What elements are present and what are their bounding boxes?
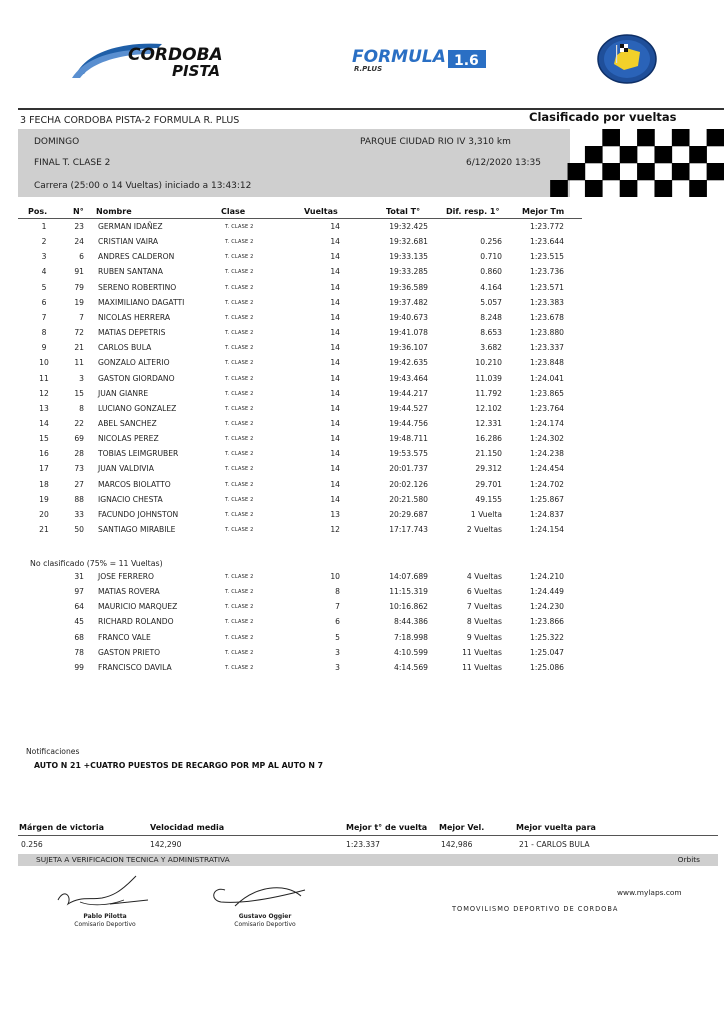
cell-no: 73 [74, 464, 84, 474]
cell-no: 33 [74, 509, 84, 519]
cell-diff: 0.256 [480, 237, 502, 247]
col-header-pos: Pos. [28, 207, 48, 216]
cell-best: 1:24.154 [530, 525, 564, 534]
cell-name: JUAN VALDIVIA [98, 464, 154, 474]
cell-no: 8 [79, 403, 84, 413]
cell-no: 19 [74, 297, 84, 307]
cell-name: GASTON PRIETO [98, 647, 161, 657]
cell-laps: 14 [330, 312, 340, 322]
cell-total: 4:14.569 [394, 662, 428, 672]
cell-name: NICOLAS HERRERA [98, 312, 171, 322]
cell-laps: 14 [330, 222, 340, 231]
cell-pos: 2 [41, 237, 47, 247]
cell-no: 72 [74, 328, 84, 338]
cell-name: GONZALO ALTERIO [98, 358, 170, 368]
cell-laps: 14 [330, 267, 340, 277]
cell-class: T. CLASE 2 [225, 451, 254, 458]
table-row [0, 449, 724, 464]
cell-diff: 16.286 [475, 434, 502, 444]
cell-laps: 14 [330, 252, 340, 262]
cell-laps: 14 [330, 328, 340, 338]
cell-class: T. CLASE 2 [225, 619, 254, 626]
cell-diff: 5.057 [480, 297, 502, 307]
table-row [0, 663, 724, 678]
table-row [0, 328, 724, 343]
cell-total: 19:32.425 [389, 222, 428, 231]
cell-total: 19:44.527 [389, 403, 428, 413]
cell-no: 15 [74, 388, 84, 398]
cell-laps: 14 [330, 343, 340, 353]
race-day: DOMINGO [34, 137, 80, 147]
table-row [0, 648, 724, 663]
cell-laps: 14 [330, 434, 340, 444]
cell-no: 91 [74, 267, 84, 277]
cell-total: 14:07.689 [389, 572, 428, 581]
cell-pos: 8 [41, 328, 47, 338]
cell-pos: 1 [41, 222, 47, 231]
cell-best: 1:23.383 [530, 297, 564, 307]
summary-header-best-lap-for: Mejor vuelta para [516, 823, 596, 832]
col-header-no: N° [73, 207, 84, 216]
cell-best: 1:23.644 [530, 237, 564, 247]
cell-best: 1:23.515 [530, 252, 564, 262]
cell-no: 22 [74, 418, 84, 428]
cell-name: RUBEN SANTANA [98, 267, 163, 277]
table-row [0, 298, 724, 313]
cell-class: T. CLASE 2 [225, 299, 254, 306]
table-row [0, 267, 724, 282]
cell-best: 1:25.047 [530, 647, 564, 657]
summary-header-best-lap-time: Mejor t° de vuelta [346, 823, 428, 832]
cell-name: ANDRES CALDERON [98, 252, 175, 262]
cell-diff: 4.164 [480, 282, 502, 292]
cell-class: T. CLASE 2 [225, 330, 254, 337]
cell-laps: 14 [330, 237, 340, 247]
cell-class: T. CLASE 2 [225, 314, 254, 321]
cell-pos: 17 [39, 464, 49, 474]
cell-best: 1:24.837 [530, 509, 564, 519]
cell-name: ABEL SANCHEZ [98, 418, 157, 428]
event-title: 3 FECHA CORDOBA PISTA-2 FORMULA R. PLUS [20, 115, 240, 126]
cell-best: 1:24.230 [530, 602, 564, 612]
cell-no: 11 [74, 358, 84, 368]
cell-best: 1:25.086 [530, 662, 564, 672]
cell-no: 45 [74, 617, 84, 627]
cell-total: 20:01.737 [389, 464, 428, 474]
report-title: Clasificado por vueltas [529, 110, 677, 124]
cell-best: 1:24.174 [530, 418, 564, 428]
cell-total: 19:43.464 [389, 373, 428, 383]
cell-diff: 21.150 [475, 449, 502, 459]
cell-pos: 12 [39, 388, 49, 398]
signature-1-role: Comisario Deportivo [74, 921, 136, 928]
table-row [0, 389, 724, 404]
table-row [0, 283, 724, 298]
cell-class: T. CLASE 2 [225, 405, 254, 412]
cell-best: 1:24.210 [530, 572, 564, 581]
table-row [0, 480, 724, 495]
cell-total: 17:17.743 [389, 525, 428, 534]
cell-laps: 14 [330, 388, 340, 398]
summary-header-best-speed: Mejor Vel. [439, 823, 485, 832]
table-row [0, 587, 724, 602]
cell-pos: 4 [41, 267, 47, 277]
formula-logo-sub: R.PLUS [354, 65, 383, 72]
cell-class: T. CLASE 2 [225, 634, 254, 641]
cell-class: T. CLASE 2 [225, 239, 254, 246]
table-row [0, 464, 724, 479]
cell-diff: 29.312 [475, 464, 502, 474]
cell-best: 1:23.736 [530, 267, 564, 277]
cell-no: 88 [74, 494, 84, 504]
organization-name: TOMOVILISMO DEPORTIVO DE CORDOBA [452, 905, 619, 913]
cell-laps: 14 [330, 373, 340, 383]
results-header-underline [18, 218, 582, 219]
cell-name: FRANCISCO DAVILA [98, 662, 172, 672]
cell-pos: 20 [39, 509, 49, 519]
cell-name: IGNACIO CHESTA [98, 494, 163, 504]
cell-laps: 14 [330, 297, 340, 307]
cell-laps: 14 [330, 282, 340, 292]
cell-no: 78 [74, 647, 84, 657]
cell-name: CARLOS BULA [98, 343, 152, 353]
cell-total: 19:40.673 [389, 312, 428, 322]
cell-pos: 10 [39, 358, 49, 368]
cell-best: 1:23.880 [530, 328, 564, 338]
cordoba-pista-logo [70, 38, 245, 80]
cell-no: 79 [74, 282, 84, 292]
cell-best: 1:24.302 [530, 434, 564, 444]
cell-class: T. CLASE 2 [225, 527, 254, 533]
cell-name: JUAN GIANRE [98, 388, 149, 398]
cell-class: T. CLASE 2 [225, 284, 254, 291]
cell-best: 1:23.337 [530, 343, 564, 353]
cell-best: 1:23.571 [530, 282, 564, 292]
cell-laps: 8 [335, 587, 340, 597]
table-row [0, 343, 724, 358]
cell-laps: 3 [335, 647, 340, 657]
cell-name: SERENO ROBERTINO [98, 282, 177, 292]
cell-name: GERMAN IDAÑEZ [98, 222, 163, 231]
cell-total: 20:02.126 [389, 479, 428, 489]
cell-class: T. CLASE 2 [225, 574, 254, 580]
cell-diff: 9 Vueltas [466, 632, 502, 642]
cell-pos: 14 [39, 418, 49, 428]
cell-best: 1:25.322 [530, 632, 564, 642]
cell-laps: 14 [330, 479, 340, 489]
formula-logo-badge: 1.6 [454, 53, 479, 69]
cell-total: 8:44.386 [394, 617, 428, 627]
col-header-laps: Vueltas [304, 207, 338, 216]
table-row [0, 510, 724, 525]
summary-header-margin: Márgen de victoria [19, 823, 104, 832]
summary-best-lap-time-value: 1:23.337 [346, 840, 380, 849]
col-header-best: Mejor Tm [522, 207, 565, 216]
cell-total: 19:32.681 [389, 237, 428, 247]
formula-rplus-logo [350, 44, 488, 72]
cell-laps: 14 [330, 403, 340, 413]
cell-no: 21 [74, 343, 84, 353]
col-header-diff: Dif. resp. 1° [446, 207, 500, 216]
cell-laps: 12 [330, 525, 340, 534]
table-row [0, 602, 724, 617]
table-row [0, 633, 724, 648]
cell-class: T. CLASE 2 [225, 649, 254, 656]
cell-pos: 18 [39, 479, 49, 489]
cell-diff: 4 Vueltas [466, 572, 502, 581]
cordoba-logo-line1: CORDOBA [128, 45, 223, 65]
cell-total: 19:48.711 [389, 434, 428, 444]
cell-name: LUCIANO GONZALEZ [98, 403, 177, 413]
notifications-text: AUTO N 21 +CUATRO PUESTOS DE RECARGO POR MP AL AUTO N 7 [34, 761, 324, 770]
cell-no: 23 [74, 222, 84, 231]
cell-class: T. CLASE 2 [225, 345, 254, 352]
table-row [0, 374, 724, 389]
cell-name: CRISTIAN VAIRA [98, 237, 159, 247]
cell-class: T. CLASE 2 [225, 420, 254, 427]
cell-class: T. CLASE 2 [225, 436, 254, 443]
cell-total: 7:18.998 [394, 632, 428, 642]
cell-pos: 11 [39, 373, 49, 383]
cell-no: 24 [74, 237, 84, 247]
cell-total: 4:10.599 [394, 647, 428, 657]
cell-laps: 7 [335, 602, 340, 612]
cell-laps: 6 [335, 617, 340, 627]
cell-pos: 19 [39, 494, 49, 504]
col-header-total: Total T° [386, 207, 421, 216]
cell-class: T. CLASE 2 [225, 224, 254, 230]
cell-no: 27 [74, 479, 84, 489]
cell-no: 7 [79, 312, 84, 322]
cell-no: 99 [74, 662, 84, 672]
cell-best: 1:23.678 [530, 312, 564, 322]
checkered-flag-icon [498, 129, 724, 197]
verification-bar [18, 854, 718, 866]
cell-total: 19:44.756 [389, 418, 428, 428]
col-header-name: Nombre [96, 207, 132, 216]
table-row [0, 358, 724, 373]
table-row [0, 222, 724, 237]
cell-no: 50 [74, 525, 84, 534]
cell-diff: 6 Vueltas [466, 587, 502, 597]
race-info-box [18, 129, 570, 197]
cell-laps: 14 [330, 358, 340, 368]
cell-name: FRANCO VALE [98, 632, 151, 642]
cell-class: T. CLASE 2 [225, 664, 254, 671]
cell-no: 6 [79, 252, 84, 262]
table-row [0, 617, 724, 632]
cell-diff: 7 Vueltas [466, 602, 502, 612]
cell-diff: 8.248 [480, 312, 502, 322]
cell-pos: 15 [39, 434, 49, 444]
cell-best: 1:24.454 [530, 464, 564, 474]
summary-header-avg-speed: Velocidad media [150, 823, 225, 832]
orbits-label: Orbits [677, 855, 700, 864]
cell-class: T. CLASE 2 [225, 360, 254, 367]
cell-diff: 11.039 [475, 373, 502, 383]
summary-avg-speed-value: 142,290 [150, 840, 182, 849]
cell-total: 19:37.482 [389, 297, 428, 307]
track-name: PARQUE CIUDAD RIO IV 3,310 km [360, 137, 511, 147]
cell-diff: 11 Vueltas [462, 662, 502, 672]
website-link[interactable]: www.mylaps.com [617, 888, 682, 897]
cell-total: 19:36.589 [389, 282, 428, 292]
cell-total: 20:29.687 [389, 509, 428, 519]
cell-pos: 13 [39, 403, 49, 413]
signature-1-icon [50, 870, 170, 918]
verification-text: SUJETA A VERIFICACION TECNICA Y ADMINISTRATIVA [36, 855, 230, 864]
cell-diff: 11.792 [475, 388, 502, 398]
cell-class: T. CLASE 2 [225, 511, 254, 518]
cell-laps: 14 [330, 464, 340, 474]
cell-laps: 14 [330, 494, 340, 504]
cell-pos: 6 [41, 297, 47, 307]
cell-no: 64 [74, 602, 84, 612]
race-description: Carrera (25:00 o 14 Vueltas) iniciado a 13:43:12 [34, 181, 252, 191]
cell-best: 1:24.041 [530, 373, 564, 383]
cell-diff: 29.701 [475, 479, 502, 489]
cell-laps: 14 [330, 449, 340, 459]
cell-name: SANTIAGO MIRABILE [98, 525, 176, 534]
cell-name: MAURICIO MARQUEZ [98, 602, 178, 612]
cell-best: 1:25.867 [530, 494, 564, 504]
cell-pos: 5 [41, 282, 47, 292]
cell-pos: 16 [39, 449, 49, 459]
cell-class: T. CLASE 2 [225, 390, 254, 397]
cell-name: MAXIMILIANO DAGATTI [98, 297, 185, 307]
cell-class: T. CLASE 2 [225, 589, 254, 596]
session-name: FINAL T. CLASE 2 [34, 158, 111, 168]
signature-1-name: Pablo Pilotta [83, 913, 127, 920]
cell-best: 1:24.449 [530, 587, 564, 597]
summary-header-underline [18, 835, 718, 836]
table-row [0, 252, 724, 267]
cell-class: T. CLASE 2 [225, 375, 254, 382]
cell-no: 3 [79, 373, 84, 383]
cell-diff: 10.210 [475, 358, 502, 368]
cell-class: T. CLASE 2 [225, 254, 254, 261]
cell-name: RICHARD ROLANDO [98, 617, 174, 627]
cell-total: 19:33.135 [389, 252, 428, 262]
table-row [0, 404, 724, 419]
cell-total: 19:33.285 [389, 267, 428, 277]
table-row [0, 434, 724, 449]
cell-best: 1:23.772 [530, 222, 564, 231]
cell-name: GASTON GIORDANO [98, 373, 175, 383]
cell-laps: 14 [330, 418, 340, 428]
cell-diff: 12.331 [475, 418, 502, 428]
cell-total: 19:41.078 [389, 328, 428, 338]
cell-total: 19:53.575 [389, 449, 428, 459]
cell-pos: 3 [41, 252, 47, 262]
summary-margin-value: 0.256 [21, 840, 43, 849]
cell-name: JOSE FERRERO [98, 572, 155, 581]
cell-class: T. CLASE 2 [225, 604, 254, 611]
col-header-class: Clase [221, 207, 246, 216]
cell-laps: 13 [330, 509, 340, 519]
signature-2-name: Gustavo Oggier [238, 913, 292, 920]
cell-total: 11:15.319 [389, 587, 428, 597]
summary-best-speed-value: 142,986 [441, 840, 473, 849]
signature-2-role: Comisario Deportivo [234, 921, 296, 928]
cell-diff: 49.155 [475, 494, 502, 504]
not-classified-label: No clasificado (75% = 11 Vueltas) [30, 559, 163, 568]
cell-diff: 8 Vueltas [466, 617, 502, 627]
cell-laps: 10 [330, 572, 340, 581]
cell-no: 68 [74, 632, 84, 642]
cell-name: NICOLAS PEREZ [98, 434, 159, 444]
cell-no: 69 [74, 434, 84, 444]
cell-diff: 0.710 [480, 252, 502, 262]
table-row [0, 572, 724, 587]
cell-diff: 0.860 [480, 267, 502, 277]
cell-name: TOBIAS LEIMGRUBER [98, 449, 179, 459]
cell-laps: 5 [335, 632, 340, 642]
cell-class: T. CLASE 2 [225, 481, 254, 488]
cell-total: 10:16.862 [389, 602, 428, 612]
cell-pos: 9 [41, 343, 47, 353]
cell-no: 28 [74, 449, 84, 459]
table-row [0, 237, 724, 252]
table-row [0, 495, 724, 510]
cell-name: FACUNDO JOHNSTON [98, 509, 179, 519]
cell-name: MARCOS BIOLATTO [98, 479, 171, 489]
cell-name: MATIAS DEPETRIS [98, 328, 166, 338]
cell-pos: 21 [39, 525, 49, 534]
cell-diff: 2 Vueltas [466, 525, 502, 534]
cell-total: 19:42.635 [389, 358, 428, 368]
formula-logo-name: FORMULA [352, 47, 446, 67]
cell-best: 1:24.238 [530, 449, 564, 459]
cell-best: 1:23.865 [530, 388, 564, 398]
table-row [0, 313, 724, 328]
cell-best: 1:23.848 [530, 358, 564, 368]
federation-seal-logo [596, 34, 658, 84]
table-row [0, 525, 724, 540]
cell-best: 1:23.866 [530, 617, 564, 627]
cell-class: T. CLASE 2 [225, 496, 254, 503]
cell-best: 1:23.764 [530, 403, 564, 413]
cell-total: 19:36.107 [389, 343, 428, 353]
cell-diff: 3.682 [480, 343, 502, 353]
cell-no: 97 [74, 587, 84, 597]
cell-pos: 7 [41, 312, 47, 322]
cordoba-logo-line2: PISTA [172, 62, 221, 80]
cell-total: 19:44.217 [389, 388, 428, 398]
cell-class: T. CLASE 2 [225, 466, 254, 473]
cell-diff: 1 Vuelta [470, 509, 502, 519]
cell-best: 1:24.702 [530, 479, 564, 489]
notifications-title: Notificaciones [26, 747, 80, 756]
cell-class: T. CLASE 2 [225, 269, 254, 276]
race-datetime: 6/12/2020 13:35 [466, 158, 541, 168]
summary-best-lap-for-value: 21 - CARLOS BULA [519, 840, 590, 849]
cell-diff: 11 Vueltas [462, 647, 502, 657]
cell-diff: 8.653 [480, 328, 502, 338]
cell-diff: 12.102 [475, 403, 502, 413]
cell-total: 20:21.580 [389, 494, 428, 504]
table-row [0, 419, 724, 434]
cell-no: 31 [74, 572, 84, 581]
cell-name: MATIAS ROVERA [98, 587, 160, 597]
cell-laps: 3 [335, 662, 340, 672]
